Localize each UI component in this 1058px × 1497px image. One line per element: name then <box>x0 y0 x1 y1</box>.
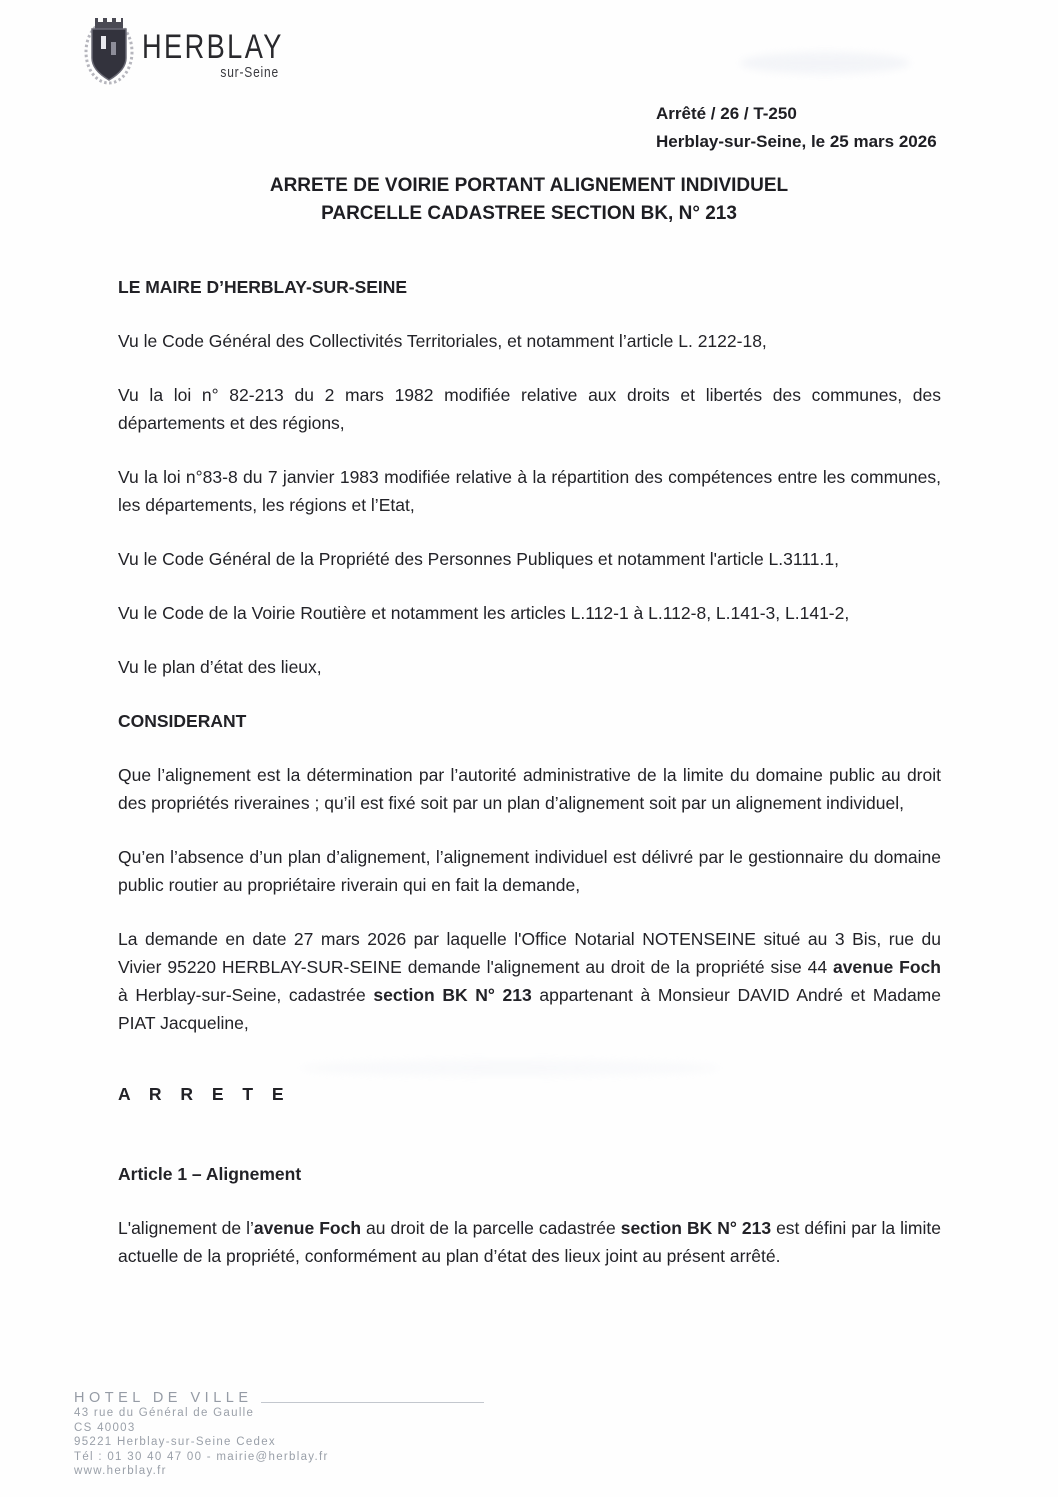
document-title <box>0 172 1058 228</box>
document-title-line2: PARCELLE CADASTREE SECTION BK, N° 213 <box>321 203 737 224</box>
visa-paragraph: Vu le plan d’état des lieux, <box>118 657 322 677</box>
considerant-paragraph: Que l’alignement est la détermination par l’autorité administrative de la limite du domaine public au droit des propriétés riveraines ; qu’il est fixé soit par un plan d’alignement soit par un alignement individuel, <box>118 765 941 813</box>
demande-paragraph: La demande en date 27 mars 2026 par laquelle l'Office Notarial NOTENSEINE situé au 3 Bis, rue du Vivier 95220 HERBLAY-SUR-SEINE demande l'alignement au droit de la propriété sise 44 avenue Foch à Herblay-sur-Seine, cadastrée section BK N° 213 appartenant à Monsieur DAVID André et Madame PIAT Jacqueline, <box>118 929 941 1033</box>
scan-artifact <box>740 52 910 74</box>
herblay-coat-of-arms-icon <box>84 12 134 88</box>
footer-rule <box>261 1402 484 1403</box>
visa-paragraph: Vu le Code Général de la Propriété des Personnes Publiques et notamment l'article L.3111.1, <box>118 549 839 569</box>
footer-title-row <box>74 1390 484 1406</box>
arrete-heading: A R R E T E <box>118 1084 291 1104</box>
visa-paragraph: Vu la loi n° 82-213 du 2 mars 1982 modifiée relative aux droits et libertés des communes, des départements et des régions, <box>118 385 941 433</box>
decree-reference: Arrêté / 26 / T-250 <box>656 104 797 123</box>
visa-paragraph: Vu le Code Général des Collectivités Territoriales, et notamment l’article L. 2122-18, <box>118 331 767 351</box>
visa-paragraph: Vu le Code de la Voirie Routière et notamment les articles L.112-1 à L.112-8, L.141-3, L.141-2, <box>118 603 850 623</box>
footer-website-line: www.herblay.fr <box>74 1465 167 1477</box>
article-1-heading: Article 1 – Alignement <box>118 1164 302 1184</box>
reference-block <box>656 100 937 156</box>
brand-subtitle: sur-Seine <box>220 64 279 81</box>
footer-address-line: 43 rue du Général de Gaulle <box>74 1407 255 1419</box>
brand-wordmark <box>142 28 284 81</box>
brand-name: HERBLAY <box>142 28 284 66</box>
document-title-line1: ARRETE DE VOIRIE PORTANT ALIGNEMENT INDIVIDUEL <box>269 175 789 196</box>
considerant-paragraph: Qu’en l’absence d’un plan d’alignement, l’alignement individuel est délivré par le gestionnaire du domaine public routier au propriétaire riverain qui en fait la demande, <box>118 847 941 895</box>
footer-address-line: CS 40003 <box>74 1421 136 1434</box>
considerant-heading: CONSIDERANT <box>118 711 247 731</box>
footer-address-line: 95221 Herblay-sur-Seine Cedex <box>74 1436 276 1448</box>
footer-contact-line: Tél : 01 30 40 47 00 - mairie@herblay.fr <box>74 1450 329 1463</box>
opening-heading: LE MAIRE D’HERBLAY-SUR-SEINE <box>118 277 408 297</box>
document-body <box>118 273 941 1296</box>
place-and-date: Herblay-sur-Seine, le 25 mars 2026 <box>656 132 937 151</box>
article-1-paragraph: L'alignement de l’avenue Foch au droit de la parcelle cadastrée section BK N° 213 est défini par la limite actuelle de la propriété, conformément au plan d’état des lieux joint au présent arrêté. <box>118 1218 941 1266</box>
visa-paragraph: Vu la loi n°83-8 du 7 janvier 1983 modifiée relative à la répartition des compétences entre les communes, les départements, les régions et l’Etat, <box>118 467 941 515</box>
footer-title: HOTEL DE VILLE <box>74 1390 253 1406</box>
letterhead-footer <box>74 1390 484 1479</box>
